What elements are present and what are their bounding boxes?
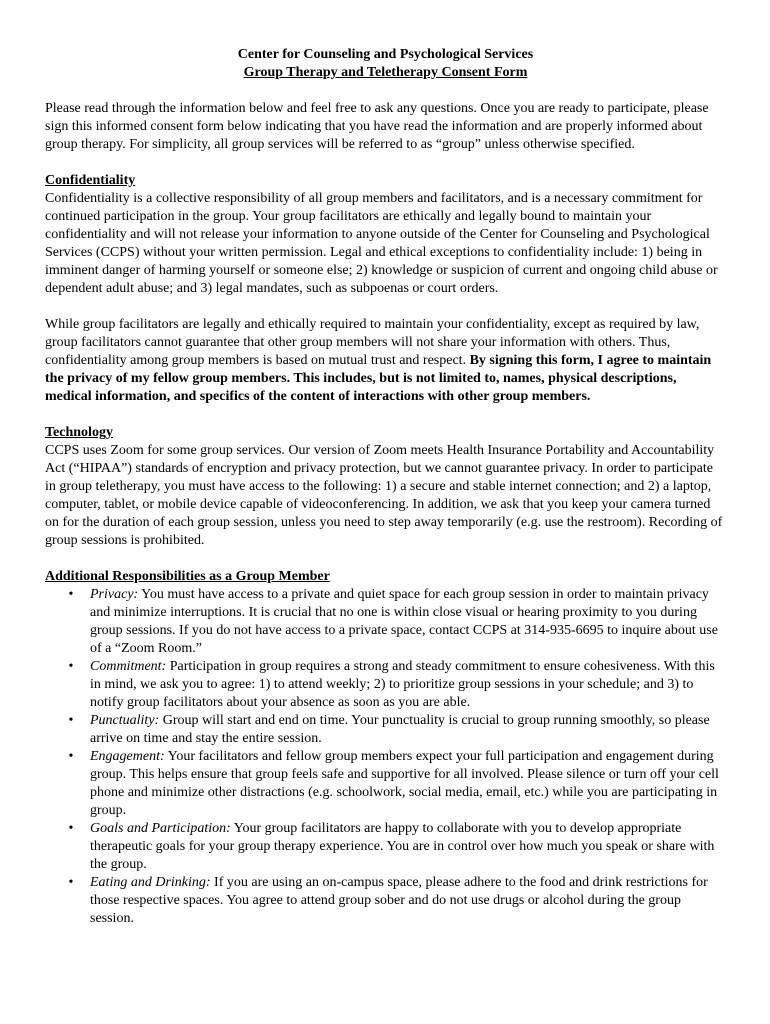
list-item-term: Privacy: [90, 587, 139, 602]
list-item-term: Eating and Drinking: [90, 875, 211, 890]
bullet-icon: • [68, 659, 74, 674]
list-item-term: Goals and Participation: [90, 821, 231, 836]
confidentiality-agreement-statement: By signing this form, I agree to maintain the privacy of my fellow group members. This includes, but is not limited to, names, physical descriptions, medical information, and specifics of the content of interactions with other group members. [45, 353, 712, 404]
technology-section [45, 424, 726, 550]
list-item-text: Your facilitators and fellow group members expect your full participation and engagement during group. This helps ensure that group feels safe and supportive for all involved. Please silence or turn off your cell phone and minimize other distractions (e.g. schoolwork, social media, email, etc.) while you are participating in group. [90, 749, 719, 818]
technology-paragraph: CCPS uses Zoom for some group services. Our version of Zoom meets Health Insurance Portability and Accountability Act (“HIPAA”) standards of encryption and privacy protection, but we cannot guarantee privacy. In order to participate in group teletherapy, you must have access to the following: 1) a secure and stable internet connection; and 2) a laptop, computer, tablet, or mobile device capable of videoconferencing. In addition, we ask that you keep your camera turned on for the duration of each group session, unless you need to step away temporarily (e.g. use the restroom). Recording of group sessions is prohibited. [45, 443, 723, 548]
list-item-text: If you are using an on-campus space, please adhere to the food and drink restrictions for those respective spaces. You agree to attend group sober and do not use drugs or alcohol during the group session. [90, 875, 708, 926]
list-item-term: Engagement: [90, 749, 165, 764]
responsibilities-section [45, 568, 726, 928]
list-item-privacy [68, 586, 726, 658]
confidentiality-paragraph-2-text: While group facilitators are legally and ethically required to maintain your confidentiality, except as required by law, group facilitators cannot guarantee that other group members will not share your information with others. Thus, confidentiality among group members is based on mutual trust and respect. [45, 317, 700, 368]
list-item-goals [68, 820, 726, 874]
org-name: Center for Counseling and Psychological Services [237, 47, 534, 62]
list-item-engagement [68, 748, 726, 820]
list-item-punctuality [68, 712, 726, 748]
document-header [45, 46, 726, 82]
list-item-text: Participation in group requires a strong and steady commitment to ensure cohesiveness. With this in mind, we ask you to agree: 1) to attend weekly; 2) to prioritize group sessions in your schedule; and 3) to notify group facilitators about your absence as soon as you are able. [90, 659, 715, 710]
list-item-term: Punctuality: [90, 713, 160, 728]
responsibilities-list [45, 586, 726, 928]
confidentiality-heading: Confidentiality [45, 173, 136, 188]
list-item-text: Group will start and end on time. Your punctuality is crucial to group running smoothly, so please arrive on time and stay the entire session. [90, 713, 710, 746]
bullet-icon: • [68, 875, 74, 890]
form-title: Group Therapy and Teletherapy Consent Form [243, 65, 528, 80]
list-item-text: Your group facilitators are happy to collaborate with you to develop appropriate therapeutic goals for your group therapy experience. You are in control over how much you speak or share with the group. [90, 821, 715, 872]
confidentiality-section [45, 172, 726, 406]
responsibilities-heading: Additional Responsibilities as a Group Member [45, 569, 330, 584]
technology-heading: Technology [45, 425, 113, 440]
list-item-text: You must have access to a private and quiet space for each group session in order to maintain privacy and minimize interruptions. It is crucial that no one is within close visual or hearing proximity to you during group sessions. If you do not have access to a private space, contact CCPS at 314-935-6695 to inquire about use of a “Zoom Room.” [90, 587, 718, 656]
bullet-icon: • [68, 749, 74, 764]
list-item-term: Commitment: [90, 659, 167, 674]
bullet-icon: • [68, 821, 74, 836]
list-item-commitment [68, 658, 726, 712]
intro-paragraph: Please read through the information below and feel free to ask any questions. Once you are ready to participate, please sign this informed consent form below indicating that you have read the information and are properly informed about group therapy. For simplicity, all group services will be referred to as “group” unless otherwise specified. [45, 101, 709, 152]
bullet-icon: • [68, 713, 74, 728]
confidentiality-paragraph-2 [45, 316, 726, 406]
bullet-icon: • [68, 587, 74, 602]
confidentiality-paragraph-1: Confidentiality is a collective responsibility of all group members and facilitators, and is a necessary commitment for continued participation in the group. Your group facilitators are ethically and legally bound to maintain your confidentiality and will not release your information to anyone outside of the Center for Counseling and Psychological Services (CCPS) without your written permission. Legal and ethical exceptions to confidentiality include: 1) being in imminent danger of harming yourself or someone else; 2) knowledge or suspicion of current and ongoing child abuse or dependent adult abuse; and 3) legal mandates, such as subpoenas or court orders. [45, 191, 718, 296]
list-item-eating [68, 874, 726, 928]
